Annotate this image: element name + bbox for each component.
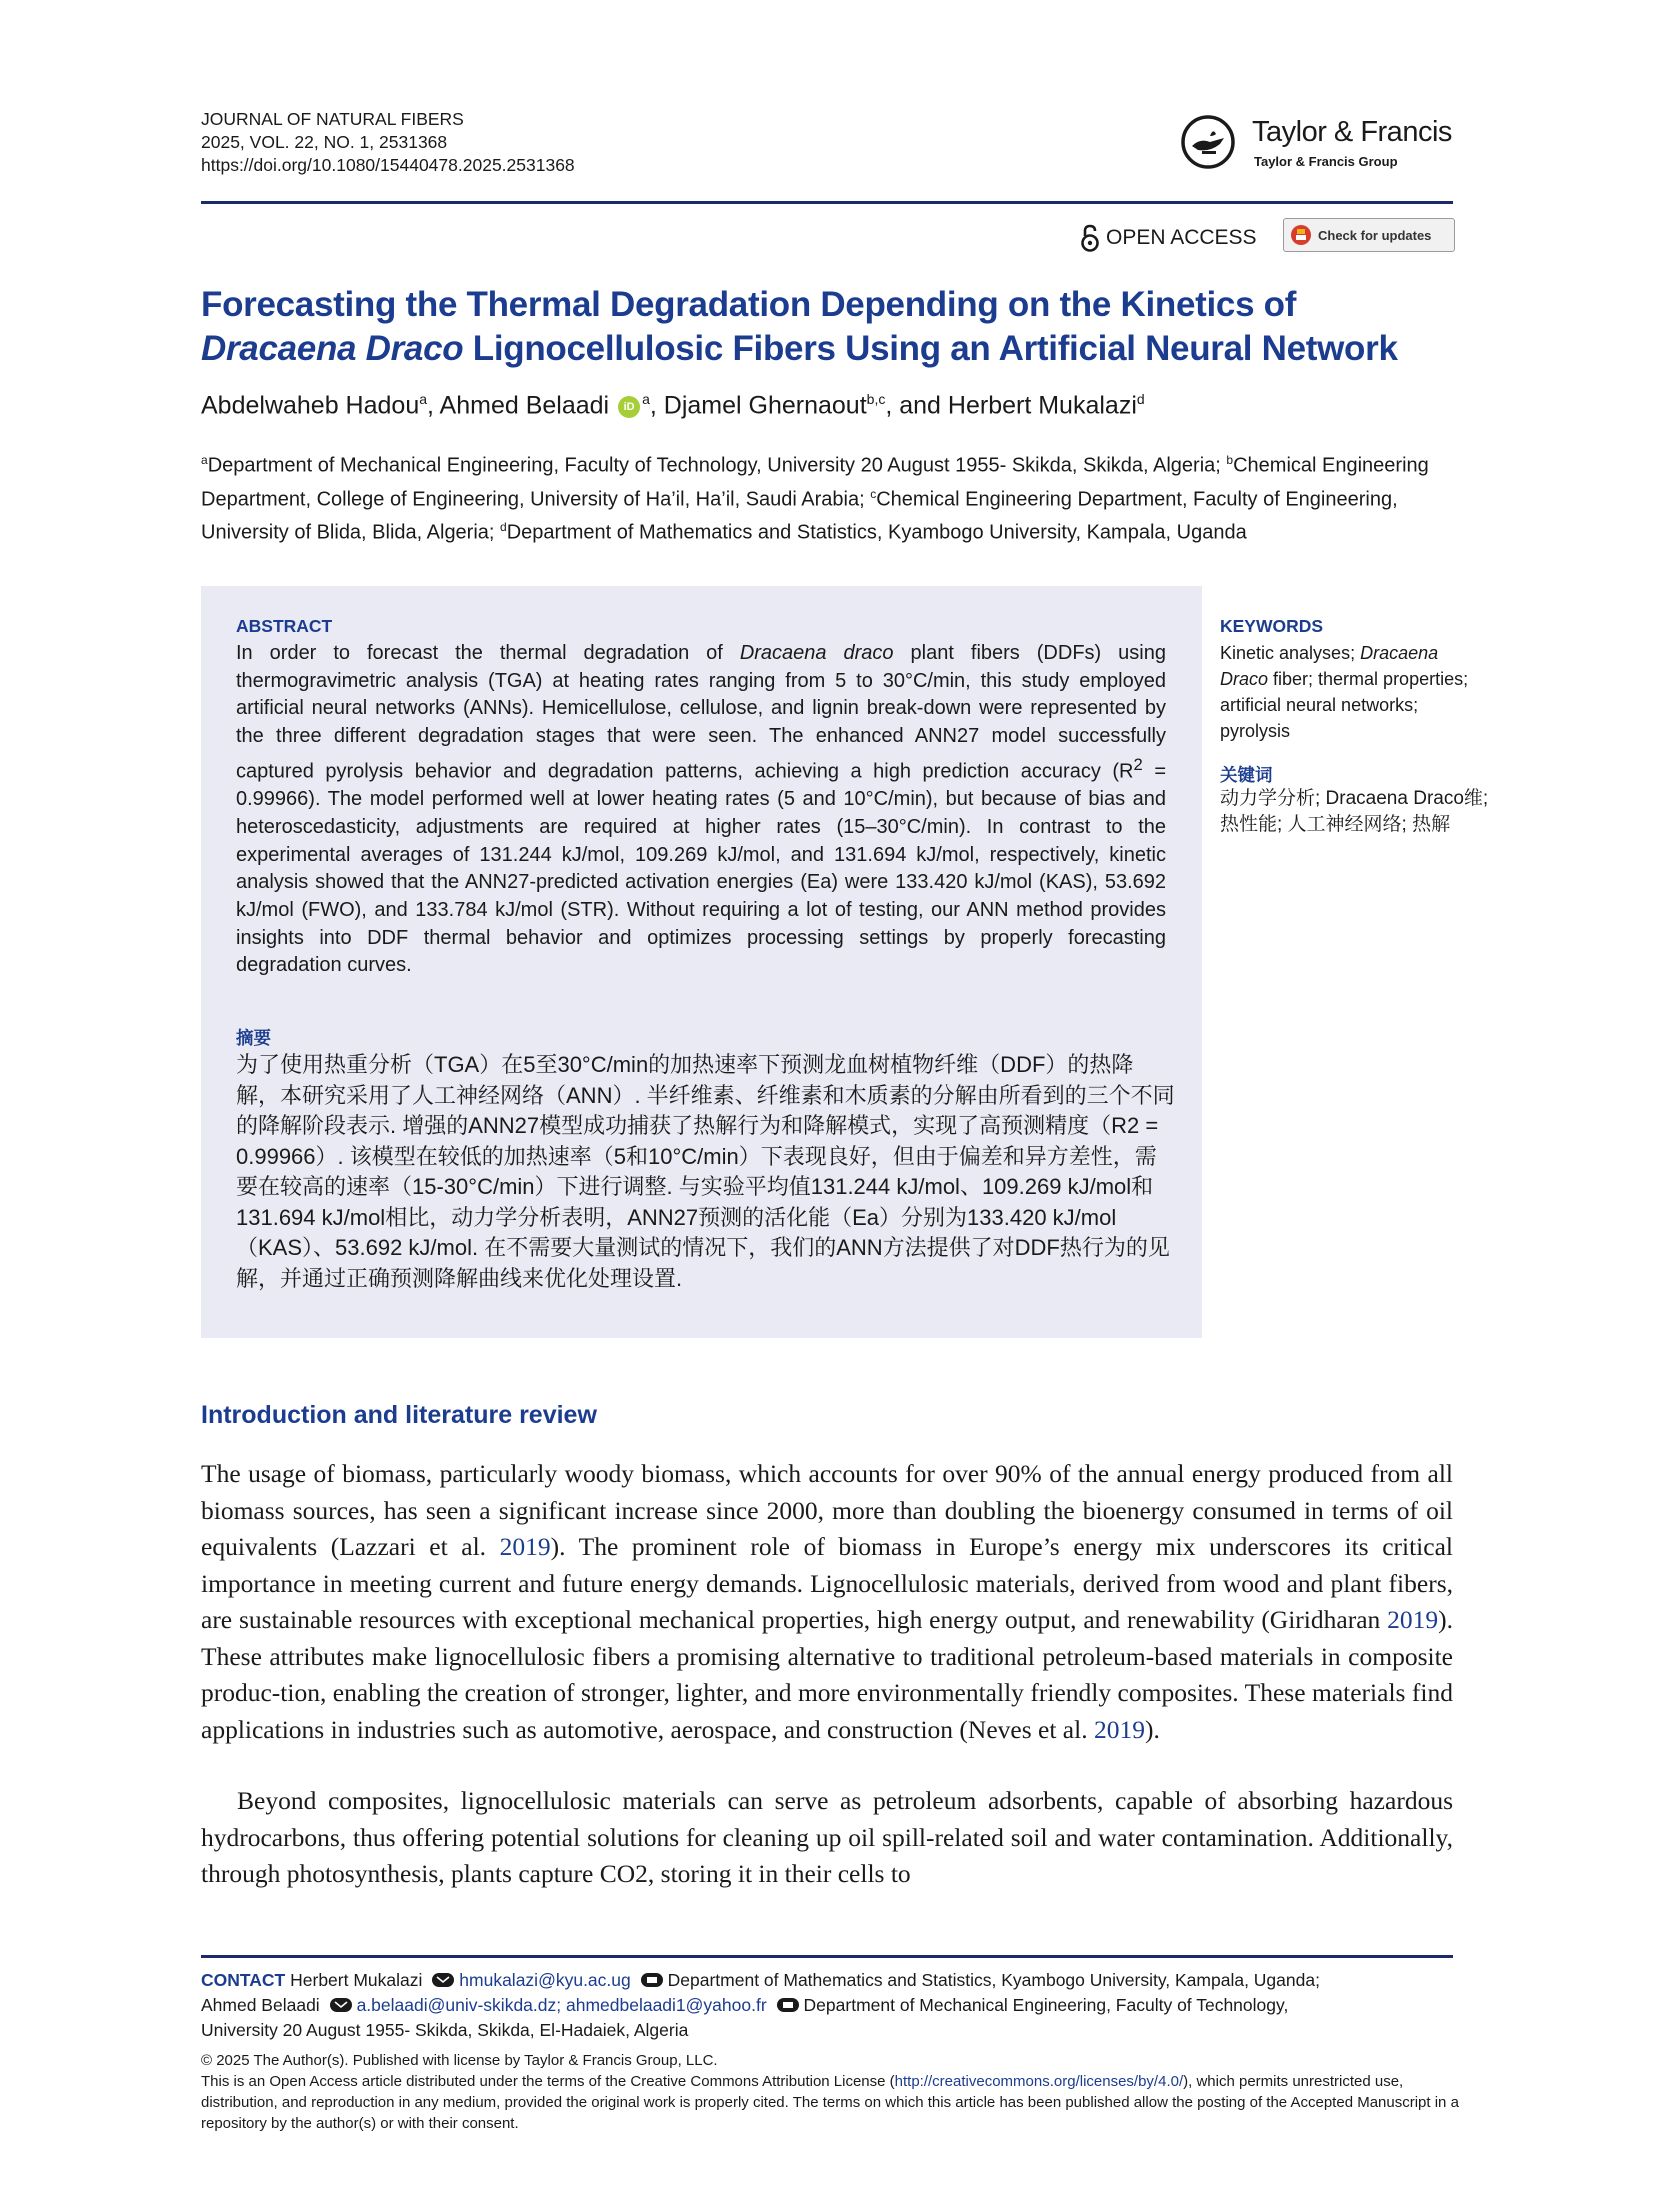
text-run: ). These attributes make lignocellulosic fibers a promising alternative to traditional petroleum-based materials in composite produc-tion, enabling the creation of stronger, lighter, and more environmentally friendly composites. These materials find applications in industries such as automotive, aerospace, and construction (Neves et al. [201, 1605, 1453, 1744]
open-access-badge [1080, 222, 1257, 254]
abstract-part: = 0.99966). The model performed well at lower heating rates (5 and 10°C/min), but because of bias and heteroscedasticity, adjustments are required at higher rates (15–30°C/min). In contrast to the experimental averages of 131.244 kJ/mol, 109.269 kJ/mol, and 131.694 kJ/mol, respectively, kinetic analysis showed that the ANN27-predicted activation energies (Ea) were 133.420 kJ/mol (KAS), 53.692 kJ/mol (FWO), and 133.784 kJ/mol (STR). Without requiring a lot of testing, our ANN method provides insights into DDF thermal behavior and optimizes processing settings by properly forecasting degradation curves. [236, 760, 1166, 977]
header-rule [201, 201, 1453, 204]
author-affiliation-mark: a [642, 391, 650, 407]
chinese-abstract-heading: 摘要 [236, 1028, 271, 1048]
intro-paragraph-1 [201, 1456, 1453, 1748]
author-name: Herbert Mukalazi [947, 391, 1137, 420]
abstract-part: In order to forecast the thermal degradation of [236, 642, 740, 664]
intro-paragraph-2: Beyond composites, lignocellulosic materials can serve as petroleum adsorbents, capable of absorbing hazardous hydrocarbons, thus offering potential solutions for cleaning up oil spill-related soil and water contamination. Additionally, through photosynthesis, plants capture CO2, storing it in their cells to [201, 1786, 1453, 1888]
author-conjunction: and [899, 391, 948, 420]
contact-name: Herbert Mukalazi [290, 1970, 423, 1990]
abstract-heading: ABSTRACT [236, 616, 333, 636]
affiliation-d: Department of Mathematics and Statistics, Kyambogo University, Kampala, Uganda [506, 521, 1247, 544]
keywords-heading: KEYWORDS [1220, 616, 1324, 636]
author-name: Ahmed Belaadi [439, 391, 610, 420]
journal-info [201, 108, 575, 177]
check-updates-icon [1290, 224, 1312, 246]
abstract-species: Dracaena draco [739, 642, 894, 664]
keyword-part: fiber; thermal properties; artificial neural networks; pyrolysis [1220, 669, 1469, 741]
affiliation-mark: a [201, 453, 208, 467]
author-list: Abdelwaheb Hadou$^a$, Ahmed Belaadi iD $^a$, Djamel Ghernaout$^{b,c}$, and Herbert Mukalazi$^d$ [201, 391, 1145, 420]
keyword-part: Kinetic analyses; [1220, 643, 1361, 663]
citation-link[interactable]: 2019 [499, 1532, 551, 1561]
check-updates-label: Check for updates [1318, 227, 1432, 243]
citation-link[interactable]: 2019 [1387, 1605, 1439, 1634]
title-line-2 [201, 327, 1461, 371]
section-heading: Introduction and literature review [201, 1401, 597, 1429]
lamp-icon [1180, 114, 1242, 170]
journal-volume: 2025, VOL. 22, NO. 1, 2531368 [201, 132, 448, 152]
abstract-text [236, 640, 1166, 980]
contact-address-cont: University 20 August 1955- Skikda, Skikda, El-Hadaiek, Algeria [201, 2020, 689, 2040]
check-updates-button[interactable] [1283, 218, 1455, 252]
affiliations [201, 446, 1459, 547]
license-block [201, 2050, 1459, 2134]
open-lock-icon [1080, 224, 1100, 252]
publisher-group: Taylor & Francis Group [1254, 154, 1398, 169]
contact-email[interactable]: a.belaadi@univ-skikda.dz; ahmedbelaadi1@yahoo.fr [356, 1995, 767, 2015]
keyword-species: Dracaena Draco [1220, 643, 1439, 689]
journal-doi[interactable]: https://doi.org/10.1080/15440478.2025.2531368 [201, 155, 575, 175]
affiliation-b: Chemical Engineering Department, College of Engineering, University of Ha’il, Ha’il, Saudi Arabia; [201, 454, 1429, 511]
author-name: Abdelwaheb Hadou [201, 391, 420, 420]
open-access-label: OPEN ACCESS [1106, 226, 1257, 249]
address-icon [776, 1997, 800, 2013]
title-line-2-rest: Lignocellulosic Fibers Using an Artificial Neural Network [463, 329, 1398, 368]
copyright-line: © 2025 The Author(s). Published with license by Taylor & Francis Group, LLC. [201, 2052, 718, 2069]
contact-label: CONTACT [201, 1970, 286, 1990]
license-text [201, 2071, 1459, 2134]
address-icon [640, 1972, 664, 1988]
affiliation-mark: b [1226, 453, 1234, 467]
publisher-logo [1180, 114, 1480, 176]
chinese-abstract-text: 为了使用热重分析（TGA）在5至30°C/min的加热速率下预测龙血树植物纤维（DDF）的热降解，本研究采用了人工神经网络（ANN）. 半纤维素、纤维素和木质素的分解由所看到的三个不同的降解阶段表示. 增强的ANN27模型成功捕获了热解行为和降解模式，实现了高预测精度（R2 = 0.99966）. 该模型在较低的加热速率（5和10°C/min）下表现良好，但由于偏差和异方差性，需要在较高的速率（15-30°C/min）下进行调整. 与实验平均值131.244 kJ/mol、109.269 kJ/mol和131.694 kJ/mol相比，动力学分析表明，ANN27预测的活化能（Ea）分别为133.420 kJ/mol（KAS）、53.692 kJ/mol. 在不需要大量测试的情况下，我们的ANN方法提供了对DDF热行为的见解，并通过正确预测降解曲线来优化处理设置. [236, 1052, 1175, 1291]
abstract-superscript: 2 [1133, 754, 1143, 774]
author-affiliation-mark: a [419, 391, 428, 407]
title-line-1: Forecasting the Thermal Degradation Depending on the Kinetics of [201, 285, 1297, 324]
author-affiliation-mark: d [1136, 391, 1145, 407]
contact-address: Department of Mechanical Engineering, Faculty of Technology, [803, 1995, 1289, 2015]
keywords-list [1220, 640, 1490, 744]
article-title [201, 283, 1461, 371]
affiliation-c: Chemical Engineering Department, Faculty of Engineering, University of Blida, Blida, Algeria; [201, 488, 1398, 544]
publisher-name: Taylor & Francis [1252, 116, 1452, 148]
affiliation-mark: d [500, 520, 507, 535]
author-name: Djamel Ghernaout [663, 391, 867, 420]
contact-name: Ahmed Belaadi [201, 1995, 320, 2015]
contact-address: Department of Mathematics and Statistics, Kyambogo University, Kampala, Uganda; [667, 1970, 1320, 1990]
text-run: The usage of biomass, particularly woody biomass, which accounts for over 90% of the annual energy produced from all biomass sources, has seen a significant increase since 2000, more than doubling the bioenergy consumed in terms of oil equivalents (Lazzari et al. [201, 1459, 1453, 1561]
author-affiliation-mark: b,c [866, 391, 886, 407]
abstract-part: plant fibers (DDFs) using thermogravimetric analysis (TGA) at heating rates ranging from 5 to 30°C/min, this study employed artificial neural networks (ANNs). Hemicellulose, cellulose, and lignin break-down were represented by the three different degradation stages that were seen. The enhanced ANN27 model successfully captured pyrolysis behavior and degradation patterns, achieving a high prediction accuracy (R [236, 642, 1166, 783]
title-species: Dracaena Draco [201, 329, 464, 368]
journal-name: JOURNAL OF NATURAL FIBERS [201, 109, 464, 129]
orcid-icon[interactable]: iD [618, 396, 640, 418]
email-icon [431, 1972, 455, 1988]
text-run: This is an Open Access article distributed under the terms of the Creative Commons Attribution License ( [201, 2073, 895, 2090]
email-icon [329, 1997, 353, 2013]
license-url[interactable]: http://creativecommons.org/licenses/by/4.0/ [894, 2073, 1184, 2090]
contact-email[interactable]: hmukalazi@kyu.ac.ug [459, 1970, 631, 1990]
chinese-keywords-heading: 关键词 [1220, 765, 1273, 785]
citation-link[interactable]: 2019 [1093, 1714, 1145, 1744]
text-run: ). [1144, 1714, 1160, 1744]
chinese-keywords-list: 动力学分析; Dracaena Draco维; 热性能; 人工神经网络; 热解 [1220, 788, 1489, 835]
contact-block [201, 1968, 1461, 2043]
affiliation-a: Department of Mechanical Engineering, Faculty of Technology, University 20 August 1955- Skikda, Skikda, Algeria; [207, 454, 1221, 477]
footer-rule [201, 1955, 1453, 1958]
text-run: ). The prominent role of biomass in Europe’s energy mix underscores its critical importance in meeting current and future energy demands. Lignocellulosic materials, derived from wood and plant fibers, are sustainable resources with exceptional mechanical properties, high energy output, and renewability (Giridharan [201, 1532, 1453, 1634]
text-run: ), which permits unrestricted use, distribution, and reproduction in any medium, provided the original work is properly cited. The terms on which this article has been published allow the posting of the Accepted Manuscript in a repository by the author(s) or with their consent. [201, 2073, 1459, 2132]
affiliation-mark: c [870, 486, 877, 501]
